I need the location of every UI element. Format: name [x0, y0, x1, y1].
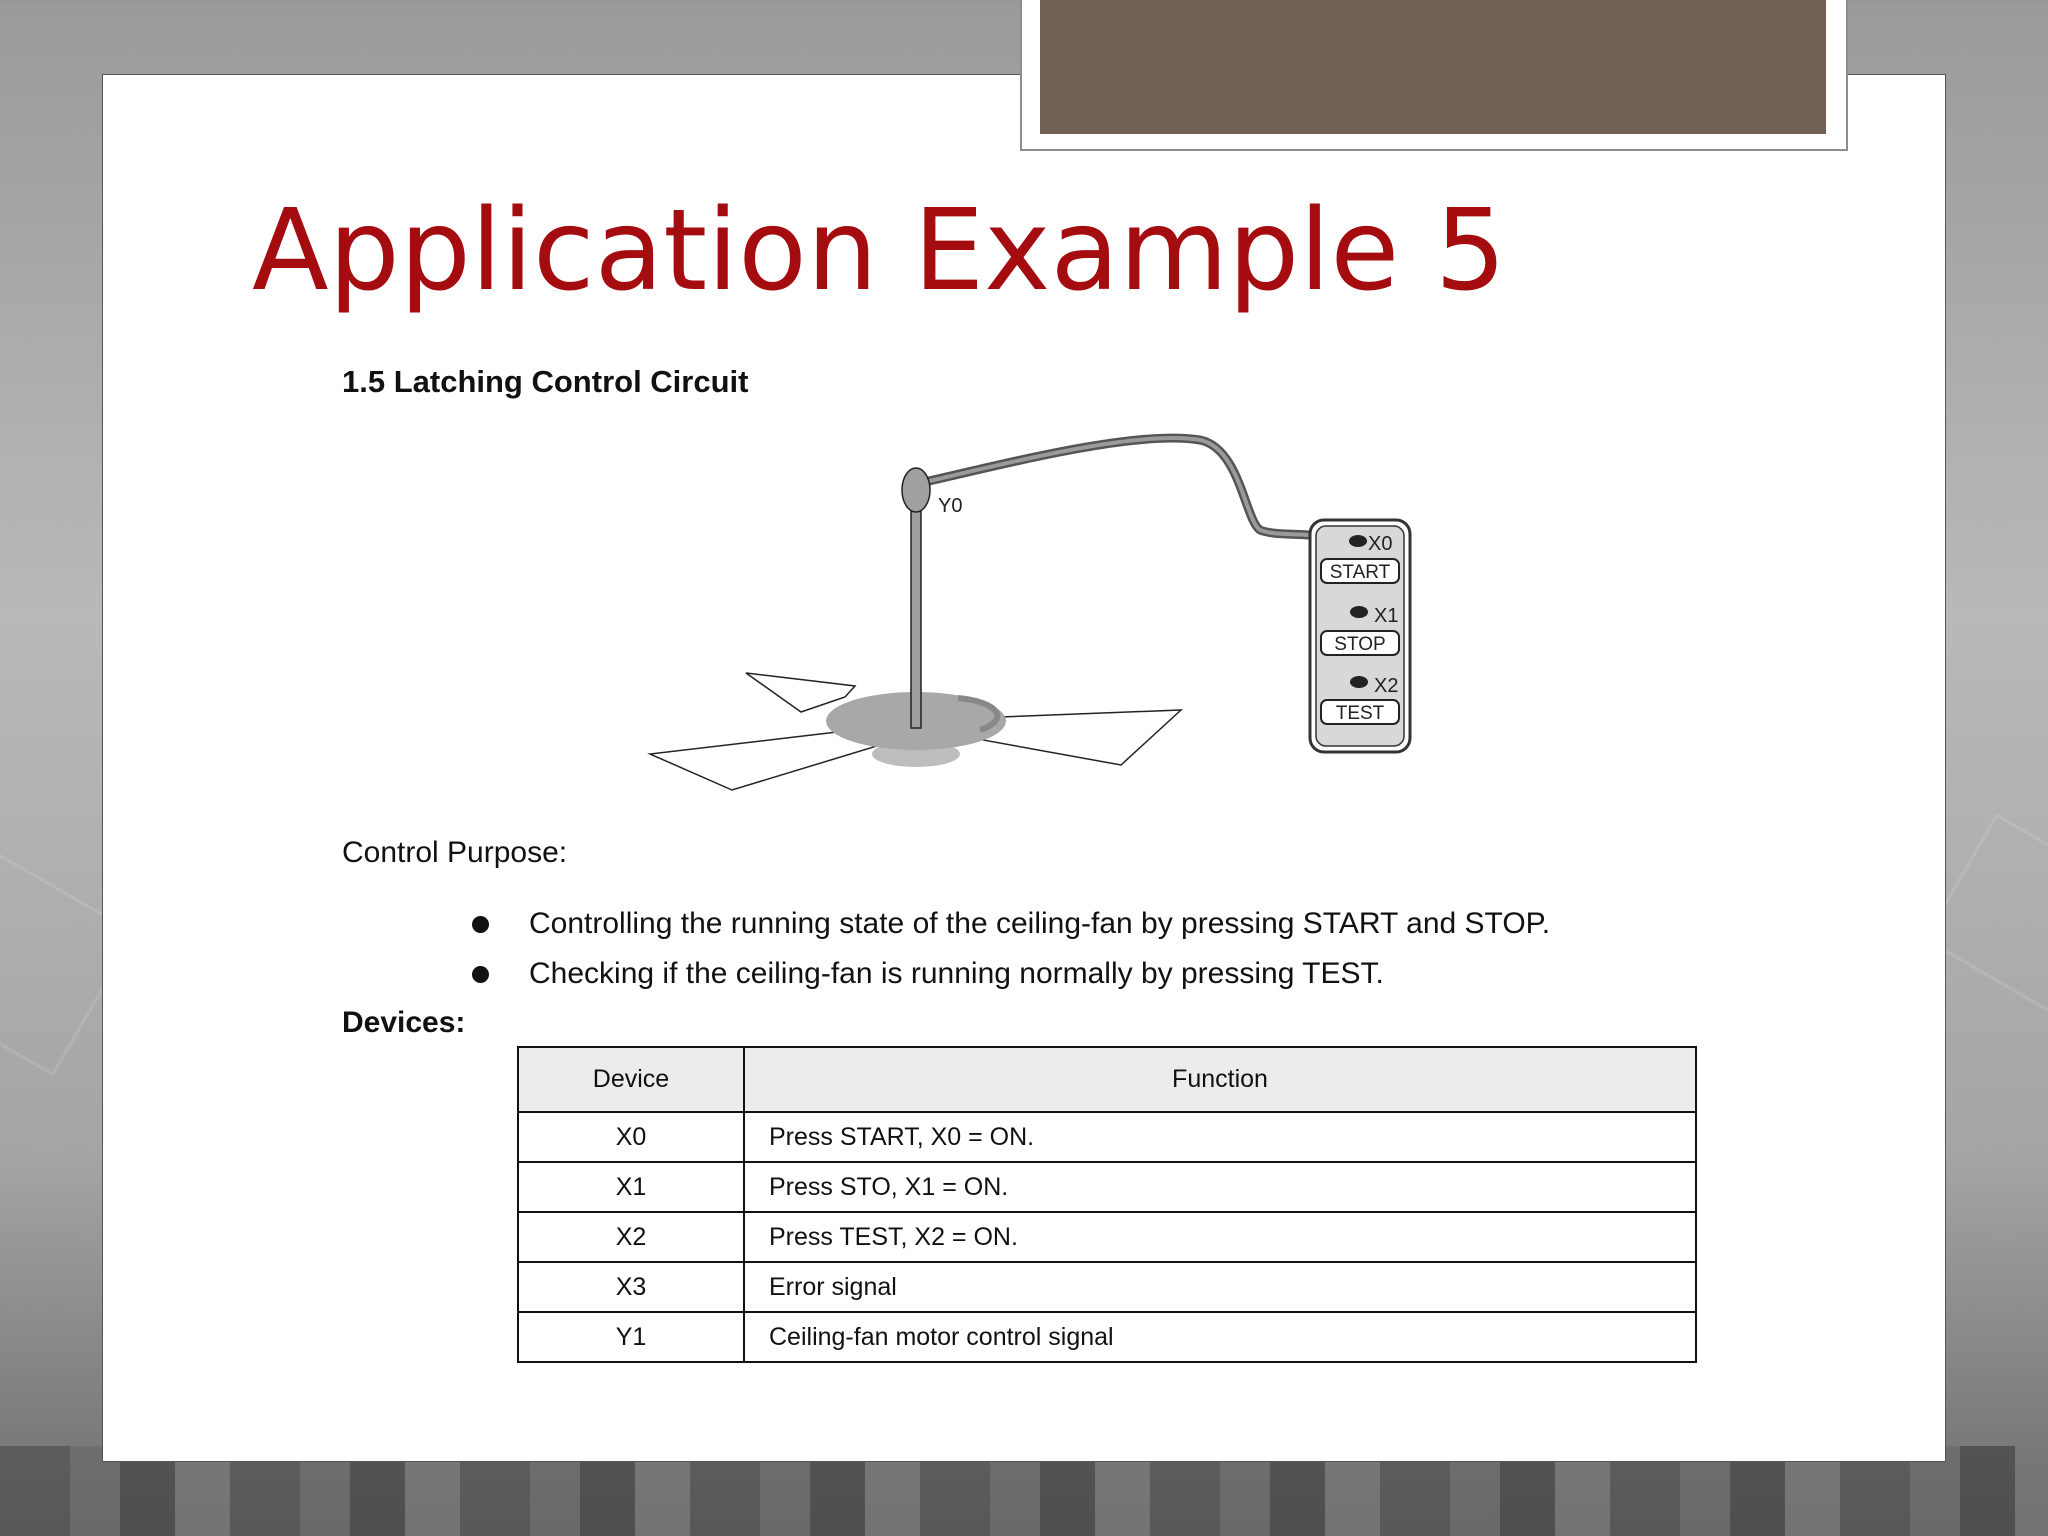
- fan-cable: [925, 438, 1340, 542]
- function-cell: Ceiling-fan motor control signal: [744, 1312, 1696, 1362]
- device-cell: X1: [518, 1162, 744, 1212]
- control-purpose-label: Control Purpose:: [342, 836, 568, 869]
- stop-button-label: STOP: [1334, 634, 1386, 655]
- device-cell: X2: [518, 1212, 744, 1262]
- button-knob-icon: [1350, 606, 1368, 618]
- function-cell: Error signal: [744, 1262, 1696, 1312]
- bullet-icon: [472, 916, 489, 933]
- button-input-label: X1: [1374, 605, 1399, 627]
- bullet-text: Controlling the running state of the ceiling-fan by pressing START and STOP.: [529, 907, 1551, 940]
- function-cell: Press START, X0 = ON.: [744, 1112, 1696, 1162]
- purpose-bullet-list: [470, 906, 1550, 1006]
- bullet-text: Checking if the ceiling-fan is running normally by pressing TEST.: [529, 957, 1384, 990]
- slide-title: Application Example 5: [252, 186, 1507, 316]
- start-button-label: START: [1329, 562, 1391, 583]
- device-cell: Y1: [518, 1312, 744, 1362]
- table-row: [518, 1262, 1696, 1312]
- device-cell: X0: [518, 1112, 744, 1162]
- table-row: [518, 1212, 1696, 1262]
- function-cell: Press STO, X1 = ON.: [744, 1162, 1696, 1212]
- table-row: [518, 1312, 1696, 1362]
- section-heading: 1.5 Latching Control Circuit: [342, 364, 749, 399]
- devices-label: Devices:: [342, 1006, 466, 1039]
- devices-table: [517, 1046, 1697, 1363]
- fan-canopy: [902, 468, 930, 512]
- ceiling-fan-diagram: [640, 420, 1440, 800]
- function-cell: Press TEST, X2 = ON.: [744, 1212, 1696, 1262]
- table-row: [518, 1112, 1696, 1162]
- column-header-function: Function: [744, 1047, 1696, 1112]
- button-knob-icon: [1350, 676, 1368, 688]
- fan-blade: [746, 673, 855, 712]
- test-button-label: TEST: [1335, 703, 1385, 724]
- header-accent-box: [1040, 0, 1826, 134]
- button-input-label: X2: [1374, 675, 1399, 697]
- table-row: [518, 1162, 1696, 1212]
- bullet-icon: [472, 966, 489, 983]
- control-box: [1310, 520, 1410, 752]
- button-input-label: X0: [1368, 533, 1393, 555]
- fan-label: Y0: [938, 495, 963, 517]
- fan-downrod: [911, 480, 921, 728]
- button-knob-icon: [1349, 535, 1367, 547]
- column-header-device: Device: [518, 1047, 744, 1112]
- device-cell: X3: [518, 1262, 744, 1312]
- list-item: [470, 956, 1550, 1006]
- table-header-row: [518, 1047, 1696, 1112]
- list-item: [470, 906, 1550, 956]
